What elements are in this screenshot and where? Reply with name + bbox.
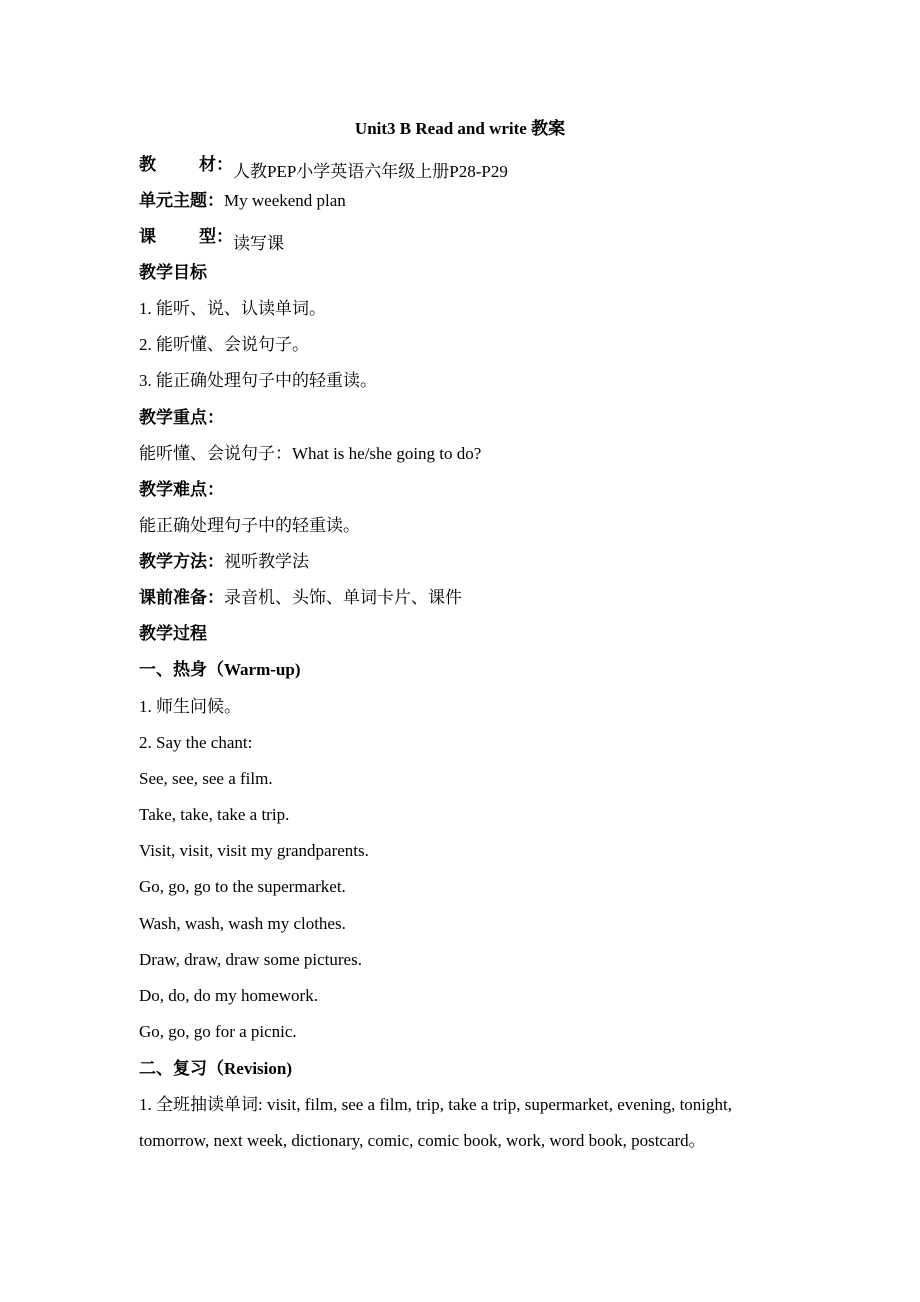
method-line [139,550,799,574]
preparation-label: 课前准备： [139,588,224,607]
process-heading: 教学过程 [139,624,207,643]
preparation-line [139,586,799,610]
difficulties-heading: 教学难点： [139,480,224,499]
method-label: 教学方法： [139,552,224,571]
chant-line: Take, take, take a trip. [139,805,290,824]
lesson-type-line [139,225,799,256]
warmup-heading: 一、热身（Warm-up) [139,660,301,679]
difficulties-text: 能正确处理句子中的轻重读。 [139,516,360,535]
objective-item: 1. 能听、说、认读单词。 [139,299,326,318]
textbook-label: 教 材： [139,155,233,174]
lesson-type-label: 课 型： [139,227,233,246]
objective-item: 3. 能正确处理句子中的轻重读。 [139,371,377,390]
key-points-heading: 教学重点： [139,408,224,427]
chant-line: Go, go, go to the supermarket. [139,877,346,896]
textbook-line [139,153,799,184]
objective-item: 2. 能听懂、会说句子。 [139,335,309,354]
chant-line: Wash, wash, wash my clothes. [139,914,346,933]
chant-line: Go, go, go for a picnic. [139,1022,297,1041]
document-title: Unit3 B Read and write 教案 [354,119,566,138]
chant-line: Draw, draw, draw some pictures. [139,950,362,969]
preparation-value: 录音机、头饰、单词卡片、课件 [224,588,462,607]
warmup-item: 1. 师生问候。 [139,697,241,716]
chant-line: Visit, visit, visit my grandparents. [139,841,369,860]
method-value: 视听教学法 [224,552,309,571]
chant-line: Do, do, do my homework. [139,986,318,1005]
revision-heading: 二、复习（Revision) [139,1059,292,1078]
theme-value: My weekend plan [224,191,346,210]
objectives-heading: 教学目标 [139,263,207,282]
warmup-item: 2. Say the chant: [139,733,253,752]
theme-label: 单元主题： [139,191,224,210]
chant-line: See, see, see a film. [139,769,273,788]
revision-text-line: tomorrow, next week, dictionary, comic, comic book, work, word book, postcard。 [139,1131,706,1150]
revision-text-line: 1. 全班抽读单词: visit, film, see a film, trip, take a trip, supermarket, evening, tonight, [139,1095,732,1114]
theme-line [139,189,799,213]
key-points-text: 能听懂、会说句子：What is he/she going to do? [139,444,482,463]
textbook-value: 人教PEP小学英语六年级上册P28-P29 [233,162,508,181]
lesson-type-value: 读写课 [233,234,284,253]
